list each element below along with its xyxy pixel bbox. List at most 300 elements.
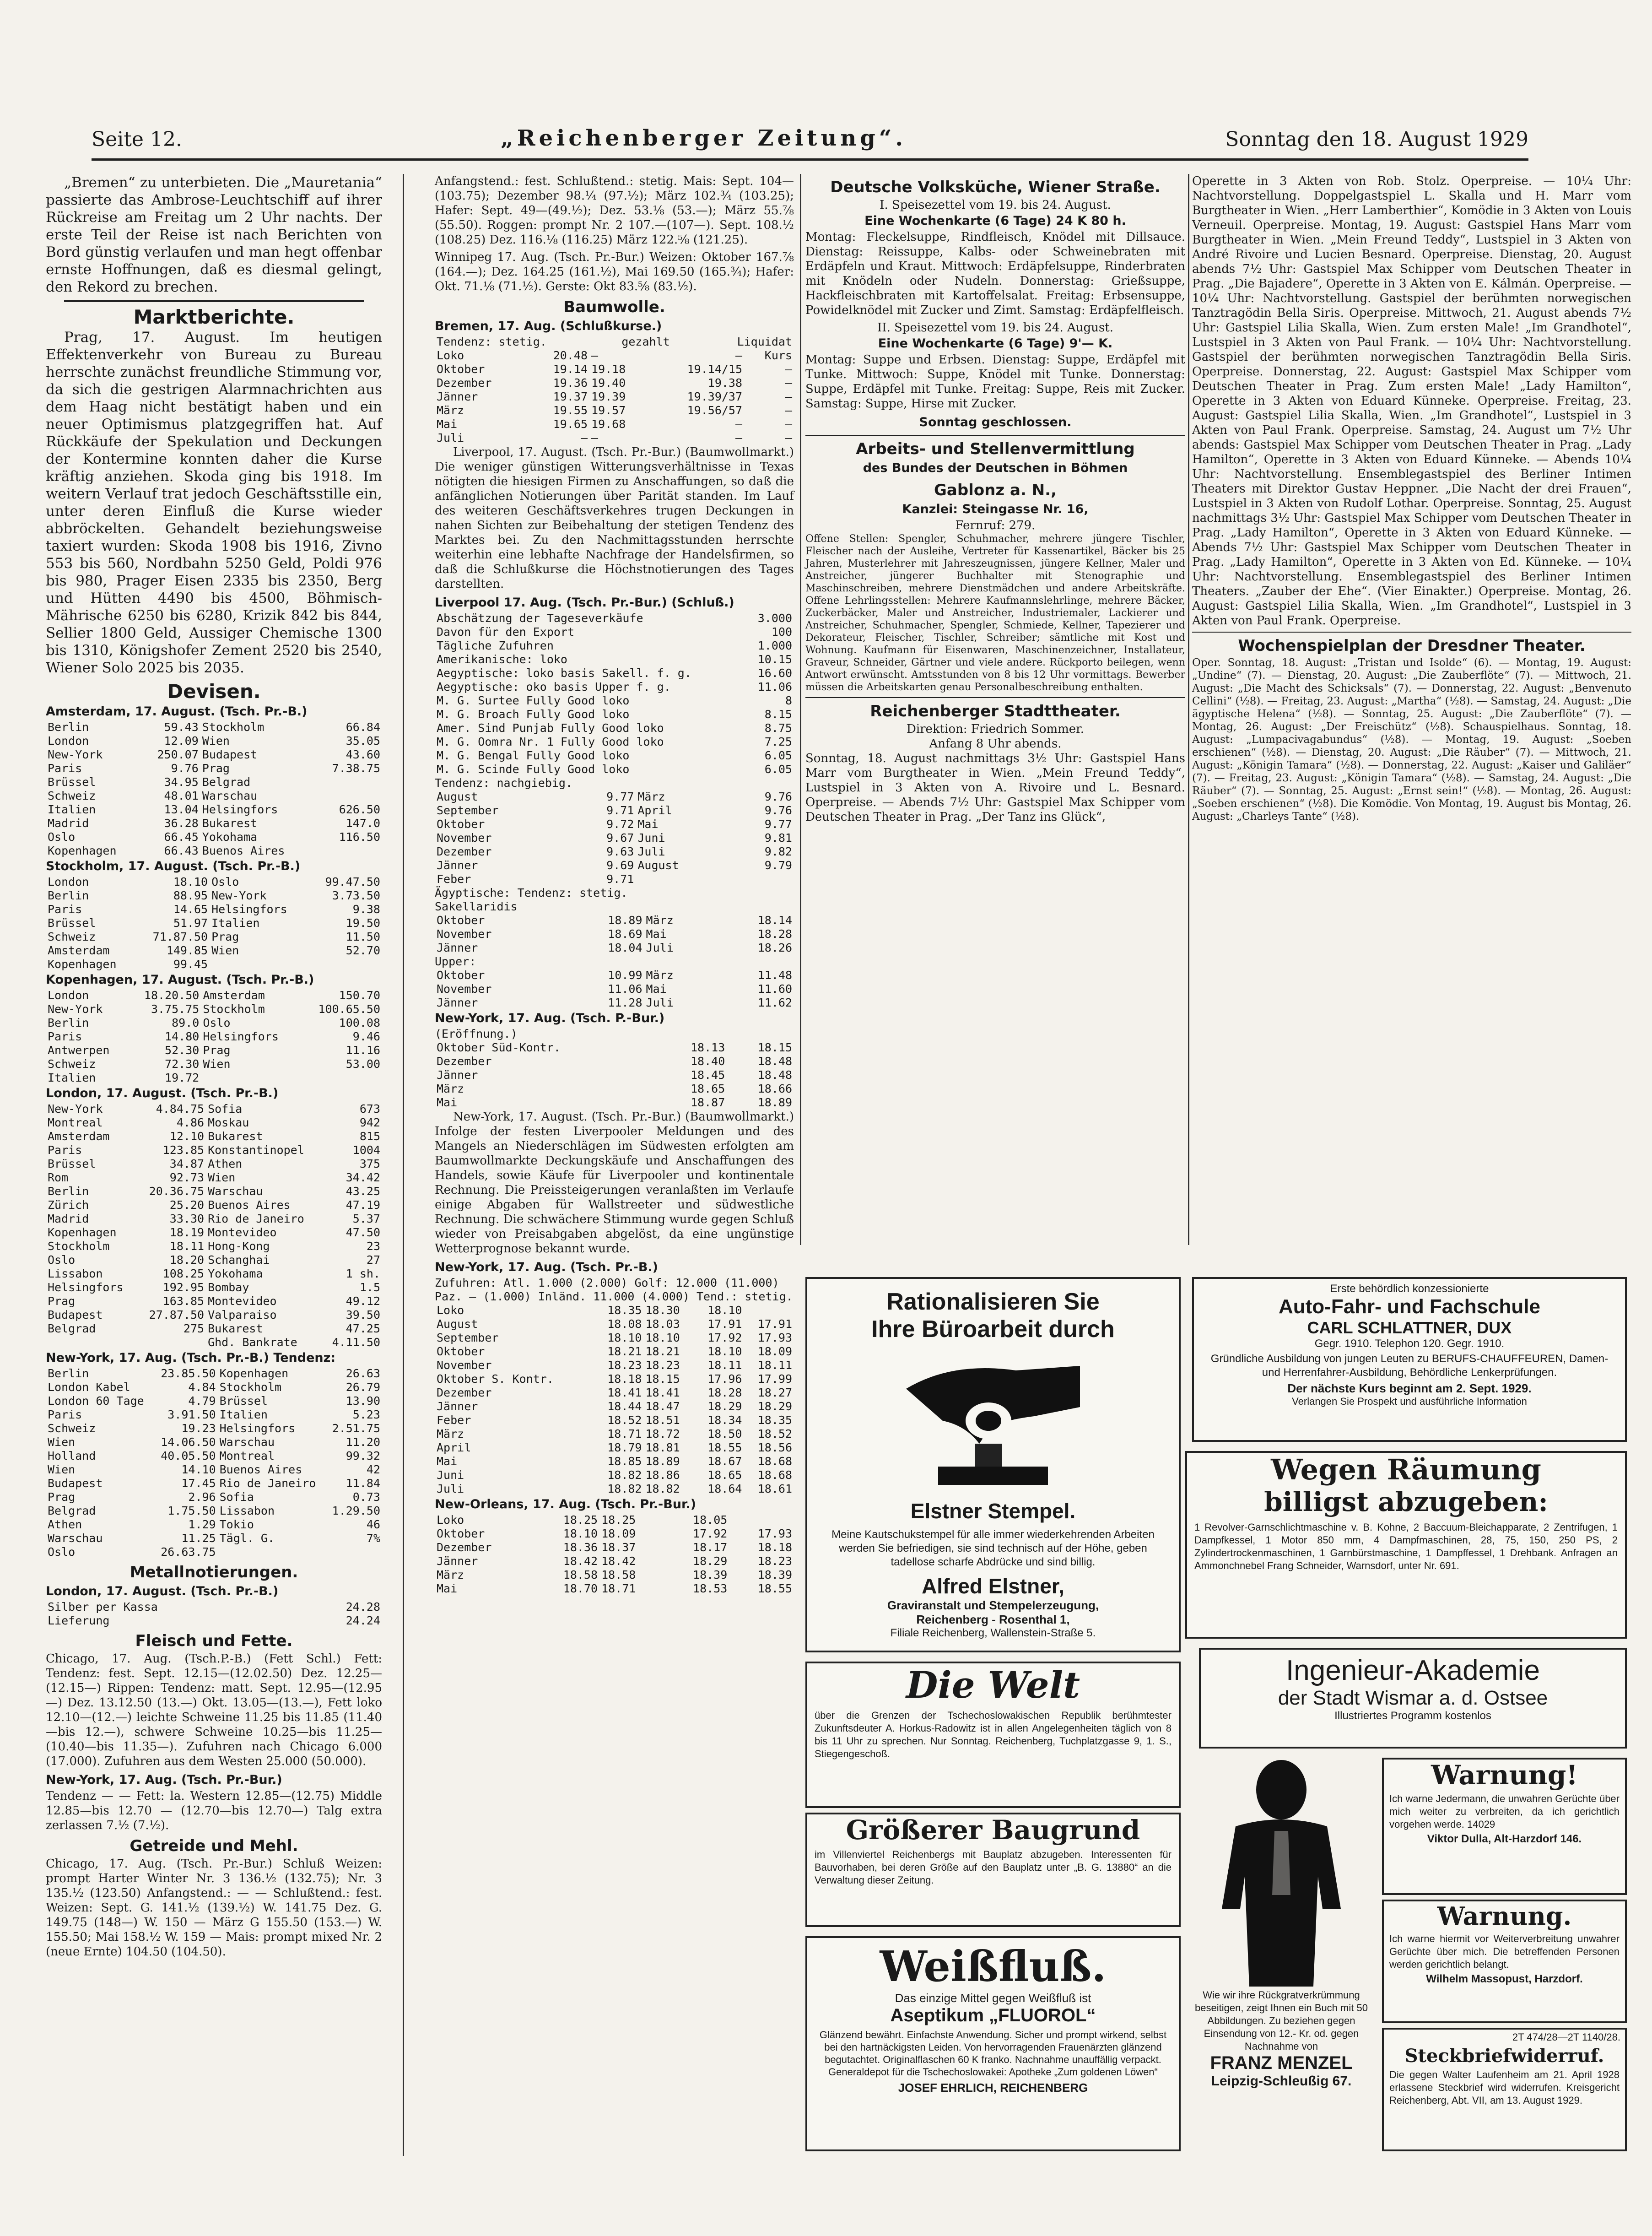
ad-headline: Größerer Baugrund [846, 1814, 1140, 1846]
table-cell: New-York [48, 1002, 103, 1016]
table-cell: 23.85.50 [161, 1367, 216, 1380]
table-cell [614, 335, 620, 349]
table-cell: Berlin [48, 889, 89, 902]
theater-direction: Direktion: Friedrich Sommer. [906, 722, 1085, 736]
table-cell: 2.51.75 [332, 1422, 380, 1435]
table-cell: Paris [48, 762, 82, 775]
table-cell: 88.95 [173, 889, 208, 902]
table-cell: 4.79 [188, 1394, 216, 1408]
table-row [435, 1527, 794, 1541]
table-cell: 17.92 [707, 1331, 742, 1344]
table-row [435, 639, 794, 653]
table-cell: Berlin [48, 1016, 89, 1029]
table-cell: Schweiz [48, 1422, 96, 1435]
article-markt: Prag, 17. August. Im heutigen Effektenverkehr von Bureau zu Bureau herrschte zunächst freundliche Stimmung vor, da sich die gestrigen Alarmnachrichten aus dem Haag nicht bestätigt haben und ein neuer Optimismus platzgegriffen hat. Auf Rückkäufe der Spekulation und Deckungen der Kontermine konnten daher die Kurse kräftig anziehen. Skoda ging bis 1918. Im weitern Verlauf trat jedoch Geschäftsstille ein, unter deren Einfluß die Kurse wieder abbröckelten. Gehandelt beziehungsweise taxiert wurden: Skoda 1908 bis 1916, Zivno 553 bis 560, Nordbahn 5250 Geld, Poldi 976 bis 980, Prager Eisen 2335 bis 2350, Berg und Hütten 4490 bis 4500, Böhmisch-Mährische 6250 bis 6280, Krizik 842 bis 844, Sellier 1800 Geld, Aussiger Chemische 1300 bis 1310, Königshofer Zement 2520 bis 2540, Wiener Solo 2025 bis 2035. [46, 329, 382, 676]
ad-text: 1 Revolver-Garnschlichtmaschine v. B. Kohne, 2 Baccuum-Bleichapparate, 2 Zentrifugen, 1 Dampfkessel, 1 Motor 850 mm, 4 Dampfmaschinen, 28, 75, 150, 250 PS, 2 Zylindertrockenmaschinen, 1 Garnbürstmaschine, 1 Dampffessel, 1 Drehbank. Anfragen an Ammonchnebel Frang Schneider, Warnsdorf, unter Nr. 691. [1194, 1521, 1618, 1571]
table-cell: 18.40 [690, 1055, 725, 1068]
table-row [435, 831, 794, 845]
table-row [435, 708, 794, 721]
table-cell: Holland [48, 1449, 96, 1462]
table-cell: April [637, 804, 672, 817]
table-cell: 19.56/57 [687, 404, 743, 417]
table-cell: Wien [48, 1463, 76, 1476]
table-cell: Yokohama [202, 830, 258, 844]
table-cell: 11.84 [346, 1477, 380, 1490]
table-cell: 17.96 [707, 1372, 742, 1386]
table-cell: 100.65.50 [318, 1002, 380, 1016]
table-cell: September [437, 1331, 499, 1344]
table-cell: Mai [437, 417, 458, 431]
table-cell: 34.87 [169, 1157, 205, 1170]
table-cell: — [785, 363, 792, 376]
ad-footer: Verlangen Sie Prospekt und ausführliche Information [1292, 1396, 1527, 1407]
table-cell: 18.15 [757, 1041, 792, 1054]
table-row [46, 1336, 382, 1349]
ad-headline: Weißfluß. [880, 1942, 1107, 1991]
table-cell: Lissabon [48, 1267, 103, 1280]
table-cell: 9.76 [764, 790, 792, 803]
table-cell: 9.46 [352, 1030, 380, 1043]
table-cell: Buenos Aires [202, 844, 285, 857]
menu-text-1: Montag: Fleckelsuppe, Rindfleisch, Knödel mit Dillsauce. Dienstag: Reissuppe, Kalbs- oder Schweinebraten mit Erdäpfeln und Kraut. Mittwoch: Erdäpfelsuppe, Rinderbraten mit Knödeln oder Nudeln. Donnerstag: Grießsuppe, Hackfleischbraten mit Kartoffelsalat. Freitag: Erbsensuppe, Powidelknödel mit Zucker und Zimt. Samstag: Erdäpfelfleisch. [805, 230, 1185, 317]
table-row [435, 996, 794, 1010]
table-cell: Warschau [219, 1435, 275, 1449]
table-cell: 18.23 [645, 1359, 680, 1372]
table-cell: 18.27 [757, 1386, 792, 1399]
table-cell: Amer. Sind Punjab Fully Good loko [437, 721, 664, 735]
table-cell: 11.60 [757, 982, 792, 996]
column-2 [435, 174, 794, 1595]
ad-headline: Auto-Fahr- und Fachschule [1279, 1295, 1540, 1318]
table-cell: Oslo [48, 1253, 76, 1267]
divider [805, 435, 1185, 436]
table-cell: 150.70 [339, 989, 380, 1002]
dresden-program: Oper. Sonntag, 18. August: „Tristan und Isolde“ (6). — Montag, 19. August: „Undine“ (7). — Dienstag, 20. August: „Die Zauberflöte“ (7). — Mittwoch, 21. August: „Die Macht des Schicksals“ (7). — Donnerstag, 22. August: „Benvenuto Cellini“ (½8). — Freitag, 23. August: „Martha“ (½8). — Samstag, 24. August: „Die ägyptische Helena“ (½8). — Sonntag, 25. August: „Die Zauberflöte“ (7). — Montag, 26. August: „Der Freischütz“ (½8). Schauspielhaus. Sonntag, 18. August: „Lumpacivagabundus“ (½8). — Montag, 19. August: „Soeben erschienen“ (½8). — Dienstag, 20. August: „Die Räuber“ (7). — Mittwoch, 21. August: „Königin Tamara“ (½8). — Donnerstag, 22. August: „Kaiser und Galiläer“ (7). — Freitag, 23. August: „Königin Tamara“ (½8). — Samstag, 24. August: „Die Räuber“ (7). — Sonntag, 25. August: „Ernst sein!“ (½8). — Montag, 26. August: „Soeben erschienen“ (½8). Die Komödie. Von Montag, 19. August bis Montag, 26. August: „Charleys Tante“ (½8). [1192, 657, 1631, 823]
table-cell: Wien [208, 1171, 236, 1184]
section-title-metall: Metallnotierungen. [130, 1563, 298, 1581]
table-cell: — [580, 431, 588, 444]
table-cell: 4.84.75 [156, 1102, 205, 1115]
table-row [46, 1504, 382, 1518]
column-4 [1192, 174, 1631, 1268]
table-cell: 9.81 [764, 831, 792, 845]
table-cell: 51.97 [173, 916, 208, 930]
table-cell: 1.000 [757, 639, 792, 652]
table-cell: 36.28 [164, 817, 199, 830]
article-getreide: Chicago, 17. Aug. (Tsch. Pr.-Bur.) Schluß Weizen: prompt Harter Winter Nr. 3 136.½ (132.75); Nr. 3 135.½ (123.50) Anfangstend.: — — Schlußtend.: fest. Weizen: Sept. G. 141.½ (139.½) W. 141.75 Dez. G. 149.75 (148—) W. 150 — März G 155.50 (153.—) W. 155.50; Mai 158.½ W. 159 — Mais: prompt mixed Nr. 2 (neue Ernte) 104.50 (104.50). [46, 1857, 382, 1959]
table-row [435, 1096, 794, 1110]
table-cell: 375 [359, 1157, 380, 1170]
table-cell: 11.06 [757, 680, 792, 693]
table-cell: 18.89 [757, 1096, 792, 1109]
table-cell: 18.09 [757, 1345, 792, 1358]
table-cell: 1004 [352, 1143, 380, 1157]
ad-signature: Viktor Dulla, Alt-Harzdorf 146. [1427, 1833, 1582, 1845]
table-cell: 18.89 [608, 914, 642, 927]
table-cell: — [591, 431, 599, 444]
table-cell: 9.72 [606, 818, 634, 831]
table-cell: 18.89 [645, 1455, 680, 1468]
ad-headline: Ingenieur-Akademie [1286, 1655, 1540, 1686]
table-cell: 19.50 [346, 916, 380, 930]
table-cell: Tendenz: stetig. [437, 335, 547, 348]
table-row [46, 748, 382, 762]
table-row [46, 1477, 382, 1490]
table-cell: Bukarest [202, 817, 258, 830]
table-cell: Konstantinopel [208, 1143, 304, 1157]
table-cell: 18.82 [607, 1468, 642, 1482]
table-cell: 18.29 [707, 1400, 742, 1413]
table-cell: 47.50 [346, 1226, 380, 1239]
section-title-devisen: Devisen. [167, 680, 261, 703]
table-cell: 40.05.50 [161, 1449, 216, 1462]
table-cell [309, 958, 382, 971]
table-cell: New-York [211, 889, 267, 902]
ad-text: Ich warne Jedermann, die unwahren Gerüchte über mich weiter zu verbreiten, da ich gerichtlich vorgehen werde. 14029 [1389, 1793, 1620, 1830]
ad-weissfluss [805, 1936, 1181, 2151]
cotton-table-upper [435, 969, 794, 1010]
table-cell: August [437, 790, 478, 803]
theater-program: Sonntag, 18. August nachmittags 3½ Uhr: Gastspiel Hans Marr vom Burgtheater in Wien. „Mein Freund Teddy“, Lustspiel in 3 Akten von A. Rivoire und L. Besnard. Operpreise. — Abends 7½ Uhr: Gastspiel Max Schipper vom Deutschen Theater in Prag. „Der Tanz ins Glück“, [805, 752, 1185, 824]
table-cell: Paris [48, 1143, 82, 1157]
table-row [46, 1016, 382, 1030]
table-cell: 18.11 [169, 1240, 205, 1253]
table-row [46, 1545, 382, 1559]
table-row [435, 417, 794, 431]
table-row [46, 1253, 382, 1267]
table-cell: 18.55 [707, 1441, 742, 1454]
table-cell: — [785, 404, 792, 417]
table-cell: 19.68 [591, 417, 626, 431]
menu-footer: Sonntag geschlossen. [919, 415, 1072, 429]
ad-signature: Wilhelm Massopust, Harzdorf. [1426, 1973, 1583, 1985]
table-cell: 0.73 [352, 1490, 380, 1504]
arbeit-subtitle: des Bundes der Deutschen in Böhmen [863, 461, 1128, 475]
table-cell: Juni [437, 1468, 464, 1482]
table-cell: Ghd. Bankrate [208, 1336, 297, 1349]
table-cell: M. G. Surtee Fully Good loko [437, 694, 630, 707]
table-cell: 3.91.50 [167, 1408, 216, 1421]
cotton-table-neworleans [435, 1513, 794, 1596]
table-cell: London Kabel [48, 1381, 130, 1394]
table-cell: 5.37 [352, 1212, 380, 1225]
table-cell: 18.28 [707, 1386, 742, 1399]
table-cell: Aegyptische: loko basis Sakell. f. g. [437, 666, 691, 680]
table-cell [636, 872, 729, 886]
table-row [46, 1267, 382, 1281]
ad-text: Gründliche Ausbildung von jungen Leuten zu BERUFS-CHAUFFEUREN, Damen- und Herrenfahrer-Ausbildung, Behördliche Lenkerprüfungen. [1210, 1353, 1609, 1379]
table-cell: Juni [637, 831, 665, 845]
table-cell: 27 [366, 1253, 380, 1267]
table-row [435, 1554, 794, 1568]
table-cell: Yokohama [208, 1267, 263, 1280]
table-row [46, 1518, 382, 1532]
table-cell: 18.26 [757, 941, 792, 954]
table-cell: 66.43 [164, 844, 199, 857]
table-row [435, 1304, 794, 1317]
table-cell: 123.85 [162, 1143, 205, 1157]
table-note: Zufuhren: Atl. 1.000 (2.000) Golf: 12.000 (11.000) Paz. — (1.000) Inländ. 11.000 (4.000) Tend.: stetig. [435, 1276, 793, 1303]
table-cell: Buenos Aires [208, 1198, 291, 1212]
table-cell: 2.96 [188, 1490, 216, 1504]
table-cell: 1.5 [359, 1281, 380, 1294]
table-cell: 18.72 [645, 1427, 680, 1440]
table-cell: Amsterdam [203, 989, 265, 1002]
table-cell: 34.42 [346, 1171, 380, 1184]
table-cell: Lieferung [48, 1614, 110, 1627]
table-row [46, 1116, 382, 1130]
table-cell: 1.29.50 [332, 1504, 380, 1517]
table-cell: 9.71 [606, 804, 634, 817]
table-cell: Aegyptische: oko basis Upper f. g. [437, 680, 671, 693]
column-3 [805, 174, 1185, 1250]
table-cell: Mai [437, 1096, 458, 1109]
table-cell: 18.68 [757, 1468, 792, 1482]
table-row [46, 916, 382, 930]
arbeit-text: Offene Stellen: Spengler, Schuhmacher, mehrere jüngere Tischler, Fleischer nach der Ausleihe, Vertreter für Kassenartikel, Bäcker bis 25 Jahren, Musterlehrer mit Jahreszeugnissen, jüngere Kellner, Maler und Anstreicher, jüngerer Buchhalter mit Stenographie und Maschinschreiben, mehrere Dienstmädchen und andere Arbeitskräfte. Offene Lehrlingsstellen: Mehrere Kaufmannslehrlinge, mehrere Bäcker, Zuckerbäcker, Maler und Anstreicher, Industriemaler, Lackierer und Anstreicher, Schuhmacher, Spengler, Schmiede, Kellner, Tapezierer und Dekorateur, Fleischer, Tischler, Schreiber; sämtliche mit Kost und Wohnung. Kaufmann für Eisenwaren, Maschinenzeichner, Installateur, Graveur, Schneider, Gärtner und viele andere. Rückporto beilegen, wenn Antwort erwünscht. Amtsstunden von 8 bis 12 Uhr vormittags. Bewerber müssen die Arbeitskarten genau Personalbeschreibung enthalten. [805, 533, 1185, 693]
table-cell: 18.23 [607, 1359, 642, 1372]
table-cell: Feber [437, 872, 471, 886]
table-cell: 43.60 [346, 748, 380, 761]
table-row [46, 762, 382, 775]
column-rule [403, 174, 404, 2156]
table-cell: Stockholm [48, 1240, 110, 1253]
table-cell: 18.03 [645, 1317, 680, 1331]
table-cell: Mai [637, 818, 659, 831]
table-row [46, 1463, 382, 1477]
table-cell: Prag [211, 930, 239, 943]
table-cell: Jänner [437, 941, 478, 954]
table-row [435, 1582, 794, 1596]
table-cell: 18.39 [757, 1568, 792, 1581]
ad-headline: Rationalisieren Sie [886, 1289, 1100, 1315]
table-cell: 14.65 [173, 903, 208, 916]
table-cell: 18.13 [690, 1041, 725, 1054]
table-cell: Budapest [48, 1308, 103, 1321]
table-cell: New-York [48, 1102, 103, 1115]
table-row [46, 1198, 382, 1212]
table-cell: 4.11.50 [332, 1336, 380, 1349]
ad-headline: Warnung. [1437, 1901, 1572, 1931]
table-cell: — [735, 417, 743, 431]
table-cell: 18.79 [607, 1441, 642, 1454]
table-cell: 49.12 [346, 1294, 380, 1308]
menu-heading: I. Speisezettel vom 19. bis 24. August. [880, 198, 1111, 212]
table-cell: 11.62 [757, 996, 792, 1009]
table-cell: Oktober [437, 914, 485, 927]
table-cell: Helsingfors [48, 1281, 124, 1294]
table-cell: 18.70 [563, 1582, 598, 1595]
table-row [46, 1102, 382, 1116]
table-row [435, 653, 794, 666]
table-cell: Juli [437, 431, 464, 444]
ad-headline: Die Welt [906, 1663, 1080, 1706]
table-cell: 275 [183, 1322, 205, 1335]
table-cell: 18.34 [707, 1413, 742, 1427]
table-cell: 14.10 [181, 1463, 216, 1476]
table-note: Ägyptische: Tendenz: stetig. [435, 886, 628, 899]
table-cell: Stockholm [219, 1381, 282, 1394]
table-cell: Oktober [437, 818, 485, 831]
table-cell: August [637, 859, 679, 872]
table-row [46, 1057, 382, 1071]
table-cell: — [785, 376, 792, 390]
table-cell: Belgrad [48, 1322, 96, 1335]
table-cell: Juli [437, 1482, 464, 1495]
table-cell: Paris [48, 903, 82, 916]
table-cell: 35.05 [346, 734, 380, 747]
arbeit-place: Gablonz a. N., [934, 481, 1057, 499]
divider [1192, 632, 1631, 633]
section-title-dresden: Wochenspielplan der Dresdner Theater. [1238, 637, 1586, 655]
table-row [435, 1482, 794, 1496]
table-cell: 18.17 [693, 1541, 728, 1554]
table-row [46, 1281, 382, 1294]
table-row [435, 625, 794, 639]
table-cell: — [591, 349, 599, 362]
table-cell: 9.63 [606, 845, 634, 858]
cotton-table-liverpool-futures [435, 790, 794, 886]
table-cell: 27.87.50 [149, 1308, 205, 1321]
table-cell: 3.000 [757, 612, 792, 625]
table-cell: 18.10 [607, 1331, 642, 1344]
table-cell: 18.14 [757, 914, 792, 927]
table-cell: 18.52 [607, 1413, 642, 1427]
article-fett-ny: Tendenz — — Fett: la. Western 12.85—(12.75) Middle 12.85—bis 12.70 — (12.70—bis 12.70—) Talg extra zerlassen 7.½ (7.½). [46, 1789, 382, 1832]
ad-company-desc: Graviranstalt und Stempelerzeugung, [887, 1598, 1099, 1612]
table-cell: Montreal [219, 1449, 275, 1462]
table-cell: Montevideo [208, 1294, 277, 1308]
table-cell: 17.99 [757, 1372, 792, 1386]
table-cell: Jänner [437, 859, 478, 872]
table-cell: 4.86 [176, 1116, 205, 1129]
ad-warnung-1 [1382, 1758, 1627, 1895]
table-cell: 100 [771, 625, 792, 639]
table-cell: Kopenhagen [219, 1367, 289, 1380]
table-cell: Berlin [48, 720, 89, 734]
table-cell: 18.37 [601, 1541, 636, 1554]
table-row [435, 735, 794, 749]
ad-reference: 2T 474/28—2T 1140/28. [1512, 2031, 1620, 2043]
table-row [435, 694, 794, 708]
table-row [46, 1143, 382, 1157]
table-cell: Prag [48, 1490, 76, 1504]
table-cell: 19.39 [591, 390, 626, 403]
table-heading: Bremen, 17. Aug. (Schlußkurse.) [435, 319, 662, 333]
ad-autoschule [1192, 1277, 1627, 1442]
fx-table-london [46, 1102, 382, 1349]
table-row [46, 1532, 382, 1545]
table-cell: 14.06.50 [161, 1435, 216, 1449]
table-cell: 116.50 [339, 830, 380, 844]
cotton-table-newyork-close [435, 1304, 794, 1496]
fx-table-kopenhagen [46, 989, 382, 1085]
table-cell: Mai [437, 1455, 458, 1468]
table-row [435, 1513, 794, 1527]
table-cell: Juli [637, 845, 665, 858]
table-row [46, 844, 382, 858]
table-cell: Dezember [437, 845, 492, 858]
table-cell: 19.38 [707, 376, 743, 390]
table-cell: 9.77 [764, 818, 792, 831]
menu-price: Eine Wochenkarte (6 Tage) 24 K 80 h. [864, 214, 1126, 228]
table-cell: London [48, 989, 89, 1002]
table-row [435, 1427, 794, 1441]
table-cell: Bombay [208, 1281, 249, 1294]
table-cell: Dezember [437, 376, 492, 390]
table-cell: 149.85 [166, 944, 208, 957]
table-row [46, 1322, 382, 1336]
table-cell: Amerikanische: loko [437, 653, 567, 666]
table-row [46, 1212, 382, 1226]
table-cell: Prag [48, 1294, 76, 1308]
table-cell: — [735, 349, 743, 362]
article-fleisch: Chicago, 17. Aug. (Tsch.P.-B.) (Fett Schl.) Fett: Tendenz: fest. Sept. 12.15—(12.02.50) Dez. 12.25—(12.15—) Rippen: Tendenz: matt. Sept. 12.95—(12.95—) Dez. 13.12.50 (13.—) Okt. 13.05—(13.—), Fett loko 12.10—(12.—) leichte Schweine 11.25 bis 11.85 (11.40—bis 12.—), schwere Schweine 10.25—bis 11.25—(10.40—bis 11.35—). Zufuhren nach Chicago 6.000 (17.000). Zufuhren aus dem Westen 25.000 (50.000). [46, 1652, 382, 1768]
table-cell: Tägl. G. [219, 1532, 275, 1545]
table-heading: London, 17. August. (Tsch. Pr.-B.) [46, 1584, 279, 1598]
table-note: Sakellaridis [435, 900, 518, 913]
table-row [435, 872, 794, 886]
table-cell: Warschau [202, 789, 258, 802]
table-cell: Brüssel [48, 775, 96, 789]
table-cell: M. G. Bengal Fully Good loko [437, 749, 630, 762]
table-cell: 18.87 [690, 1096, 725, 1109]
table-cell: 46 [366, 1518, 380, 1531]
table-row [46, 1171, 382, 1185]
table-row [46, 1185, 382, 1198]
table-row [46, 989, 382, 1002]
table-cell: Davon für den Export [437, 625, 575, 639]
ad-baugrund [805, 1813, 1181, 1927]
table-cell: Warschau [48, 1532, 103, 1545]
table-cell: 47.25 [346, 1322, 380, 1335]
cotton-table-newyork-open [435, 1041, 794, 1110]
table-cell: 18.58 [601, 1568, 636, 1581]
table-cell: 9.82 [764, 845, 792, 858]
table-cell: 52.30 [165, 1044, 200, 1057]
table-heading: New-York, 17. Aug. (Tsch. Pr.-B.) Tendenz: [46, 1351, 336, 1365]
table-cell: Helsingfors [203, 1030, 279, 1043]
section-title-getreide: Getreide und Mehl. [130, 1837, 298, 1855]
ad-branch: Filiale Reichenberg, Wallenstein-Straße 5. [890, 1627, 1096, 1639]
table-cell: Montreal [48, 1116, 103, 1129]
table-cell: 19.36 [553, 376, 588, 390]
table-cell: Lissabon [219, 1504, 275, 1517]
ad-address: Reichenberg - Rosenthal 1, [916, 1613, 1070, 1626]
table-cell: 59.43 [164, 720, 199, 734]
table-cell: 3.73.50 [332, 889, 380, 902]
ad-elstner-stempel [805, 1277, 1181, 1652]
table-cell: Liquidat [737, 335, 792, 348]
newspaper-title: „Reichenberger Zeitung“. [501, 125, 907, 151]
table-cell: Oktober [437, 1527, 485, 1540]
table-cell: 33.30 [169, 1212, 205, 1225]
section-title-arbeit: Arbeits- und Stellenvermittlung [856, 440, 1135, 458]
table-cell: 18.51 [645, 1413, 680, 1427]
table-cell [218, 1545, 326, 1559]
table-cell: 23 [366, 1240, 380, 1253]
table-row [46, 944, 382, 958]
fx-table-stockholm [46, 875, 382, 971]
table-cell: 250.07 [157, 748, 199, 761]
table-row [435, 982, 794, 996]
table-cell: Rio de Janeiro [219, 1477, 316, 1490]
table-cell: 19.23 [181, 1422, 216, 1435]
table-cell: Jänner [437, 1068, 478, 1082]
ad-text: im Villenviertel Reichenbergs mit Bauplatz abzugeben. Interessenten für Bauvorhaben, bei deren Größe auf den Bauplatz unter „B. G. 13880“ an die Verwaltung dieser Zeitung. [815, 1849, 1172, 1886]
table-cell: Belgrad [48, 1504, 96, 1517]
table-cell: Oslo [211, 875, 239, 888]
